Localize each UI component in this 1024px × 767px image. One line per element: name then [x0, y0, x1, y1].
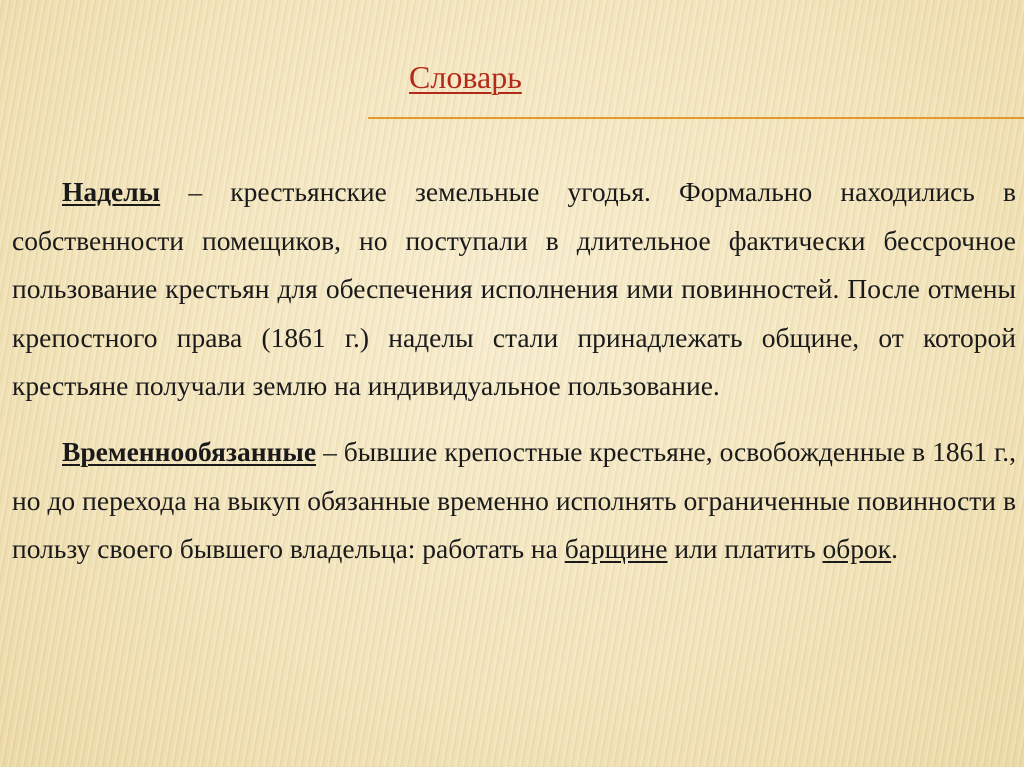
glossary-definition: – крестьянские земельные угодья. Формально находились в собственности помещиков, но поступали в длительное фактически бессрочное пользование крестьян для обеспечения исполнения ими повинностей. После отмены крепостного права (1861 г.) наделы стали принадлежать общине, от которой крестьяне получали землю на индивидуальное пользование.: [12, 176, 1016, 402]
glossary-definition: – бывшие крепостные крестьяне, освобожденные в 1861 г., но до перехода на выкуп обязанные временно исполнять ограниченные повинности в пользу своего бывшего владельца: работать на: [12, 435, 1016, 565]
glossary-term: Временнообязанные: [62, 435, 317, 467]
glossary-entry-vremennoobyazannye: [12, 428, 1016, 574]
glossary-entry-nadely: [12, 168, 1016, 411]
slide-title: Словарь: [409, 59, 522, 95]
title-divider: [368, 117, 1024, 119]
barshchina-link[interactable]: барщине: [564, 533, 668, 565]
definition-end: .: [891, 533, 898, 565]
glossary-term: Наделы: [62, 176, 161, 207]
glossary-content: [12, 168, 1016, 574]
obrok-link[interactable]: оброк: [822, 533, 892, 565]
glossary-definition-cont: или платить: [667, 533, 823, 565]
